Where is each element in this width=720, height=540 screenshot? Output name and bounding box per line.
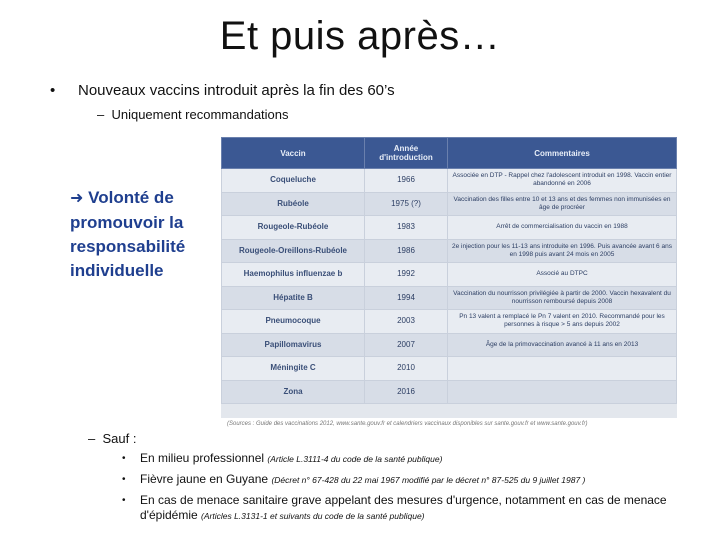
cell-vaccin: Zona [222,380,365,404]
list-item [120,493,680,524]
sauf-text: Sauf : [102,431,137,446]
cell-annee: 2003 [365,310,448,334]
table-source: (Sources : Guide des vaccinations 2012, www.sante.gouv.fr et calendriers vaccinaux disponibles sur sante.gouv.fr et www.sante.gouv.fr) [227,421,588,427]
cell-annee: 1992 [365,263,448,287]
cell-vaccin: Pneumocoque [222,310,365,334]
bullet-dot-icon: • [50,82,56,99]
exceptions-list [120,451,680,529]
table-row [222,192,677,216]
sub-bullet [97,107,289,122]
table-row [222,357,677,381]
table-row [222,333,677,357]
vaccine-table [221,137,677,404]
cell-commentaire: Vaccination des filles entre 10 et 13 ans et des femmes non immunisées en âge de procréer [448,192,677,216]
cell-vaccin: Rougeole-Rubéole [222,216,365,240]
table-row [222,263,677,287]
cell-vaccin: Méningite C [222,357,365,381]
cell-annee: 2010 [365,357,448,381]
sauf-heading [88,431,136,446]
cell-commentaire [448,380,677,404]
cell-vaccin: Papillomavirus [222,333,365,357]
cell-vaccin: Rougeole-Oreillons-Rubéole [222,239,365,263]
table-row [222,216,677,240]
cell-vaccin: Rubéole [222,192,365,216]
cell-commentaire: Arrêt de commercialisation du vaccin en 1988 [448,216,677,240]
bullet-dot-icon: • [122,453,126,464]
cell-vaccin: Haemophilus influenzae b [222,263,365,287]
table-row [222,380,677,404]
cell-commentaire: Pn 13 valent a remplacé le Pn 7 valent en 2010. Recommandé pour les personnes à risque > 5 ans depuis 2002 [448,310,677,334]
exception-text: En cas de menace sanitaire grave appelant des mesures d'urgence, notamment en cas de menace d'épidémie [140,493,667,522]
exception-text: Fièvre jaune en Guyane [140,472,269,486]
cell-vaccin: Coqueluche [222,169,365,193]
header-commentaires: Commentaires [448,138,677,169]
exception-ref: (Article L.3111-4 du code de la santé publique) [267,454,443,464]
table-header-row [222,138,677,169]
vaccine-table-image [221,137,677,418]
volonte-callout [70,186,220,283]
cell-annee: 1994 [365,286,448,310]
cell-commentaire: Vaccination du nourrisson privilégiée à partir de 2000. Vaccin hexavalent du nourrisson remboursé depuis 2008 [448,286,677,310]
table-row [222,286,677,310]
list-item [120,451,680,467]
cell-annee: 2016 [365,380,448,404]
main-bullet [50,82,395,99]
exception-text: En milieu professionnel [140,451,265,465]
exception-ref: (Décret n° 67-428 du 22 mai 1967 modifié par le décret n° 87-525 du 9 juillet 1987 ) [271,475,586,485]
header-vaccin: Vaccin [222,138,365,169]
main-bullet-text: Nouveaux vaccins introduit après la fin des 60’s [78,82,395,99]
volonte-text: Volonté de promouvoir la responsabilité individuelle [70,188,186,280]
table-row [222,239,677,263]
header-annee: Année d'introduction [365,138,448,169]
cell-vaccin: Hépatite B [222,286,365,310]
list-item [120,472,680,488]
dash-icon: – [97,107,112,122]
cell-commentaire: Associé au DTPC [448,263,677,287]
cell-annee: 1966 [365,169,448,193]
cell-annee: 1986 [365,239,448,263]
cell-commentaire: Âge de la primovaccination avancé à 11 ans en 2013 [448,333,677,357]
cell-commentaire [448,357,677,381]
dash-icon: – [88,431,103,446]
exception-ref: (Articles L.3131-1 et suivants du code de la santé publique) [201,511,425,521]
cell-commentaire: 2e injection pour les 11-13 ans introduite en 1996. Puis avancée avant 6 ans en 1998 puis avant 24 mois en 2005 [448,239,677,263]
cell-commentaire: Associée en DTP - Rappel chez l'adolescent introduit en 1998. Vaccin entier abandonné en 2006 [448,169,677,193]
table-row [222,169,677,193]
bullet-dot-icon: • [122,495,126,506]
sub-bullet-text: Uniquement recommandations [111,107,289,122]
cell-annee: 1983 [365,216,448,240]
bullet-dot-icon: • [122,474,126,485]
cell-annee: 2007 [365,333,448,357]
page-title: Et puis après… [219,14,501,58]
table-row [222,310,677,334]
arrow-right-icon: ➜ [70,190,84,207]
cell-annee: 1975 (?) [365,192,448,216]
